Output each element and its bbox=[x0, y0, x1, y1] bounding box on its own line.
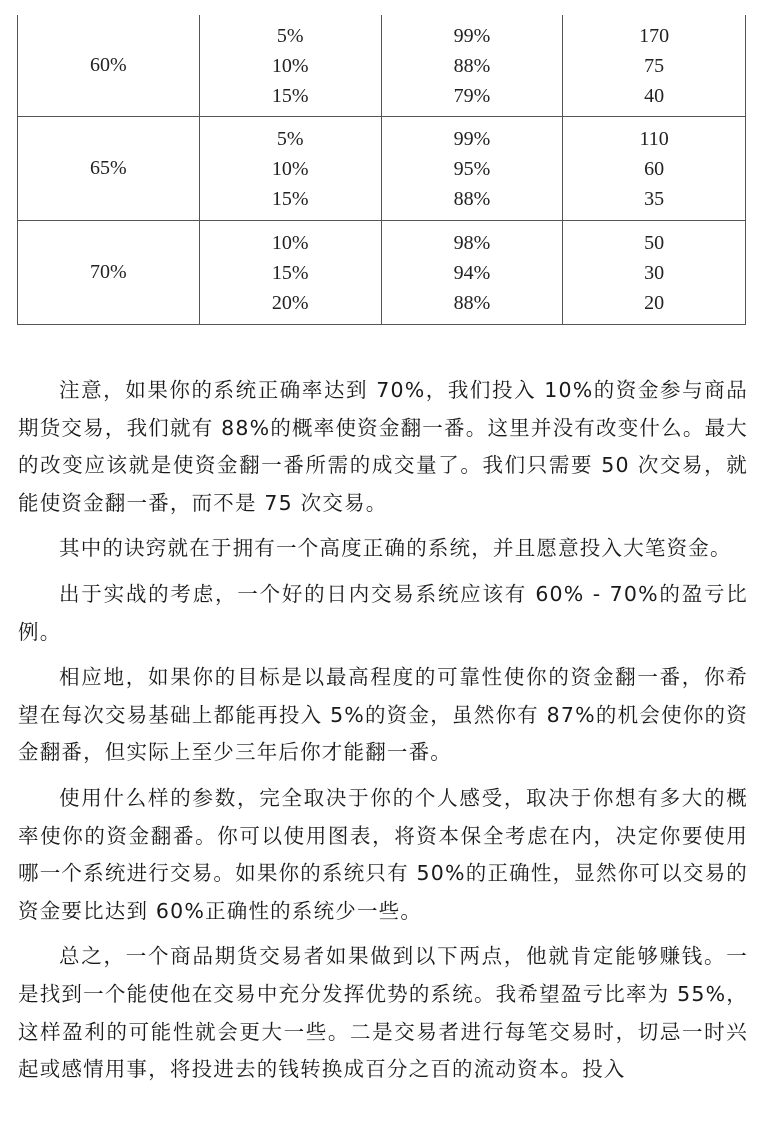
probability-value: 94% bbox=[453, 261, 491, 284]
probability-cell bbox=[381, 221, 563, 325]
probability-cell bbox=[381, 15, 563, 117]
accuracy-cell: 70% bbox=[18, 221, 200, 325]
paragraph: 总之，一个商品期货交易者如果做到以下两点，他就肯定能够赚钱。一是找到一个能使他在交易中充分发挥优势的系统。我希望盈亏比率为 55%，这样盈利的可能性就会更大一些。二是交易者进行每笔交易时，切忌一时兴起或感情用事，将投进去的钱转换成百分之百的流动资本。投入 bbox=[18, 944, 748, 1082]
risk-value: 15% bbox=[271, 261, 309, 284]
probability-value: 88% bbox=[453, 291, 491, 314]
trades-cell bbox=[563, 15, 746, 117]
probability-value: 99% bbox=[453, 127, 491, 150]
trades-value: 30 bbox=[644, 261, 665, 284]
risk-cell bbox=[199, 117, 381, 221]
accuracy-cell: 60% bbox=[18, 15, 200, 117]
table-row bbox=[18, 15, 746, 117]
trades-value: 75 bbox=[644, 54, 665, 77]
probability-value: 95% bbox=[453, 157, 491, 180]
trades-value: 60 bbox=[644, 157, 665, 180]
risk-value: 5% bbox=[276, 127, 304, 150]
probability-value: 88% bbox=[453, 187, 491, 210]
trades-value: 110 bbox=[639, 127, 669, 150]
paragraph: 注意，如果你的系统正确率达到 70%，我们投入 10%的资金参与商品期货交易，我们就有 88%的概率使资金翻一番。这里并没有改变什么。最大的改变应该就是使资金翻一番所需的成交量了。我们只需要 50 次交易，就能使资金翻一番，而不是 75 次交易。 bbox=[18, 378, 748, 515]
trades-value: 40 bbox=[644, 84, 665, 107]
risk-cell bbox=[199, 15, 381, 117]
trades-value: 35 bbox=[644, 187, 665, 210]
risk-value: 5% bbox=[276, 24, 304, 47]
table-row bbox=[18, 117, 746, 221]
accuracy-cell: 65% bbox=[18, 117, 200, 221]
paragraph: 出于实战的考虑，一个好的日内交易系统应该有 60% - 70%的盈亏比例。 bbox=[18, 581, 748, 644]
probability-value: 99% bbox=[453, 24, 491, 47]
probability-value: 79% bbox=[453, 84, 491, 107]
risk-cell bbox=[199, 221, 381, 325]
risk-value: 15% bbox=[271, 187, 309, 210]
risk-value: 10% bbox=[271, 54, 309, 77]
trades-cell bbox=[563, 221, 746, 325]
body-text bbox=[18, 372, 748, 1097]
risk-value: 10% bbox=[271, 231, 309, 254]
probability-table bbox=[17, 15, 746, 325]
risk-value: 20% bbox=[271, 291, 309, 314]
paragraph: 其中的诀窍就在于拥有一个高度正确的系统，并且愿意投入大笔资金。 bbox=[59, 536, 732, 561]
table-row bbox=[18, 221, 746, 325]
trades-value: 20 bbox=[644, 291, 665, 314]
probability-value: 98% bbox=[453, 231, 491, 254]
probability-value: 88% bbox=[453, 54, 491, 77]
trades-cell bbox=[563, 117, 746, 221]
risk-value: 15% bbox=[271, 84, 309, 107]
paragraph: 相应地，如果你的目标是以最高程度的可靠性使你的资金翻一番，你希望在每次交易基础上都能再投入 5%的资金，虽然你有 87%的机会使你的资金翻番，但实际上至少三年后你才能翻一番。 bbox=[18, 665, 748, 765]
trades-value: 170 bbox=[639, 24, 670, 47]
trades-value: 50 bbox=[644, 231, 665, 254]
risk-value: 10% bbox=[271, 157, 309, 180]
paragraph: 使用什么样的参数，完全取决于你的个人感受，取决于你想有多大的概率使你的资金翻番。你可以使用图表，将资本保全考虑在内，决定你要使用哪一个系统进行交易。如果你的系统只有 50%的正确性，显然你可以交易的资金要比达到 60%正确性的系统少一些。 bbox=[18, 785, 748, 923]
probability-cell bbox=[381, 117, 563, 221]
